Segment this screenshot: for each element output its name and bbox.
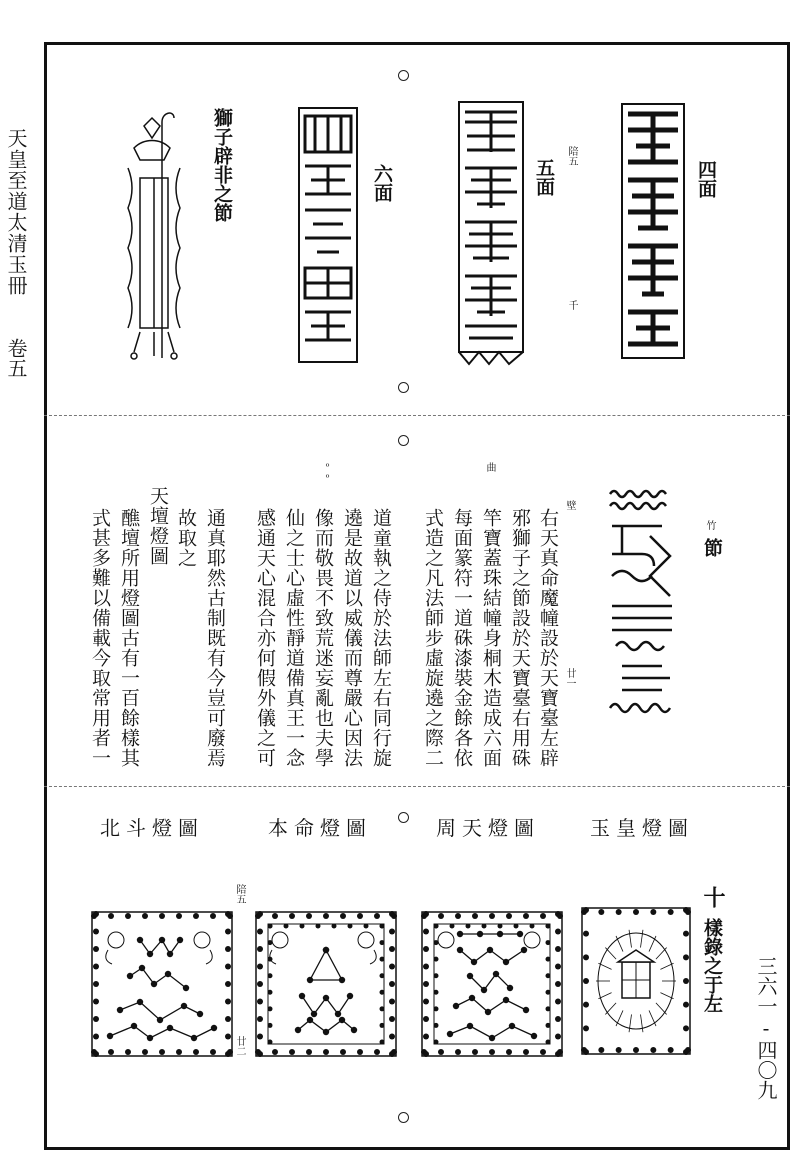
face5-note-lower: 千 — [566, 300, 577, 310]
text-column: 邪獅子之節設於天寶臺右用硃 — [509, 508, 531, 768]
text-column: 感通天心混合亦何假外儀之可 — [254, 508, 276, 768]
diagram-title-yuhuang: 玉皇燈圖 — [590, 816, 694, 840]
diagram-title-beidou: 北斗燈圖 — [100, 816, 204, 840]
text-column: 每面篆符一道硃漆裝金餘各依 — [451, 508, 473, 768]
text-column: 仙之士心虛性靜道備真王一念 — [283, 508, 305, 768]
binding-hole — [398, 1112, 409, 1123]
face6-banner-illustration — [295, 104, 361, 366]
text-column: 遶是故道以威儀而尊嚴心因法 — [341, 508, 363, 768]
yuhuang-lamp-diagram — [580, 906, 692, 1056]
page-number: 三六一-四〇九 — [754, 956, 778, 1100]
top-separator — [44, 415, 790, 416]
text-column: 竿寶蓋珠結幢身桐木造成六面 — [480, 508, 502, 768]
text-column: 像而敬畏不致荒迷妄亂也夫學 — [312, 508, 334, 768]
text-column: 式甚多難以備載今取常用者一 — [89, 508, 111, 768]
text-note-top: 壁 — [564, 500, 575, 510]
face6-label: 六面 — [371, 164, 393, 202]
binding-hole — [398, 812, 409, 823]
lion-staff-label: 獅子辟非之節 — [211, 108, 233, 222]
volume-label: 卷五 — [4, 338, 28, 378]
text-column: 式造之凡法師步虛旋遶之際二 — [422, 508, 444, 768]
section-heading: 天壇燈圖 — [147, 486, 169, 566]
face4-label: 四面 — [695, 160, 717, 198]
diagram-title-zhoutian: 周天燈圖 — [436, 816, 540, 840]
text-column: 道童執之侍於法師左右同行旋 — [370, 508, 392, 768]
binding-hole — [398, 382, 409, 393]
zhoutian-lamp-diagram — [420, 910, 564, 1058]
book-title: 天皇至道太清玉冊 — [4, 128, 28, 296]
jie-label: 節 — [701, 538, 723, 557]
bottom-note-lower: 廿二 — [234, 1036, 245, 1056]
bottom-note: 陪五 — [234, 884, 245, 904]
lion-staff-illustration — [104, 108, 194, 364]
binding-hole — [398, 435, 409, 446]
bottom-separator — [44, 786, 790, 787]
jie-prefix: 竹 — [704, 520, 715, 530]
text-column: 右天真命魔幢設於天寶臺左辟 — [537, 508, 559, 768]
talisman-illustration — [602, 486, 686, 726]
text-note-mid: 廿一 — [564, 668, 575, 688]
face5-banner-illustration — [455, 98, 527, 368]
text-column: 醮壇所用燈圖古有一百餘樣其 — [118, 508, 140, 768]
face4-banner-illustration — [618, 100, 688, 362]
text-column: 通真耶然古制既有今豈可廢焉 — [204, 508, 226, 768]
text-column: 故取之 — [175, 508, 197, 568]
side-label-main: 十 — [700, 886, 726, 908]
diagram-title-benming: 本命燈圖 — [268, 816, 372, 840]
beidou-lamp-diagram — [90, 910, 234, 1058]
face5-note: 陪五 — [566, 146, 577, 166]
face5-label: 五面 — [533, 158, 555, 196]
text-mark: 曲 — [484, 462, 495, 472]
binding-hole — [398, 70, 409, 81]
benming-lamp-diagram — [254, 910, 398, 1058]
text-mark: ᵒᵒ — [322, 462, 333, 484]
side-label: 樣錄之于左 — [701, 918, 723, 1013]
